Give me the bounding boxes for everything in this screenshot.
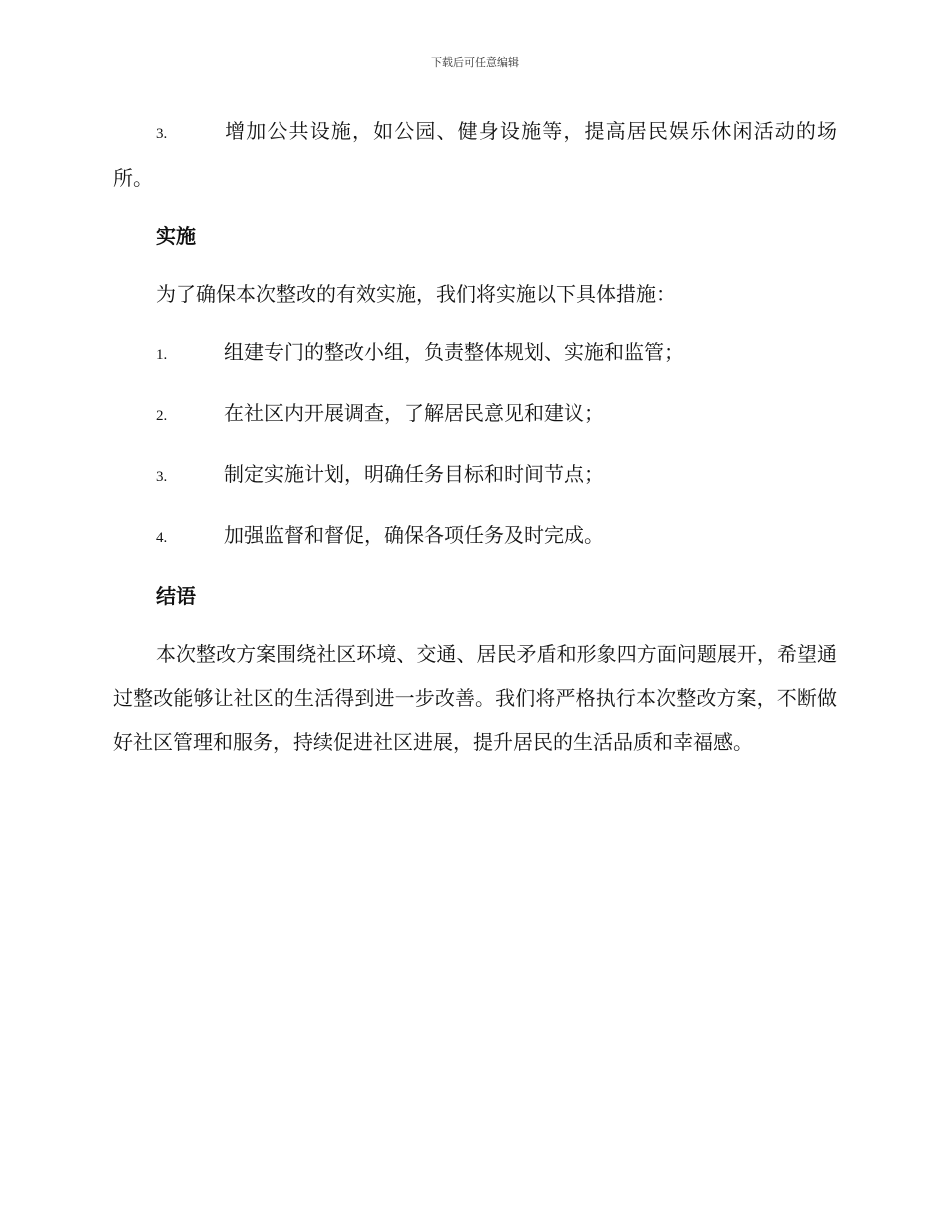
list-item-previous-3 [113,109,837,200]
list-text: 在社区内开展调查，了解居民意见和建议； [224,401,604,425]
list-item [113,452,837,499]
list-text: 制定实施计划，明确任务目标和时间节点； [224,462,604,486]
list-number: 4. [156,530,168,546]
list-item [113,330,837,377]
list-number: 3. [156,126,168,142]
list-number: 2. [156,408,168,424]
section-heading-implementation: 实施 [156,224,196,248]
section-heading-conclusion: 结语 [156,584,196,608]
page-header-note: 下载后可任意编辑 [431,56,519,69]
conclusion-body: 本次整改方案围绕社区环境、交通、居民矛盾和形象四方面问题展开，希望通过整改能够让社区的生活得到进一步改善。我们将严格执行本次整改方案，不断做好社区管理和服务，持续促进社区进展，提升居民的生活品质和幸福感。 [113,642,837,754]
list-text: 增加公共设施，如公园、健身设施等，提高居民娱乐休闲活动的场所。 [113,119,837,190]
list-item [113,391,837,438]
implementation-intro: 为了确保本次整改的有效实施，我们将实施以下具体措施： [156,282,676,306]
list-text: 加强监督和督促，确保各项任务及时完成。 [224,523,604,547]
document-body [113,109,837,764]
list-number: 3. [156,469,168,485]
list-text: 组建专门的整改小组，负责整体规划、实施和监管； [224,340,684,364]
list-number: 1. [156,347,168,363]
list-item [113,513,837,560]
